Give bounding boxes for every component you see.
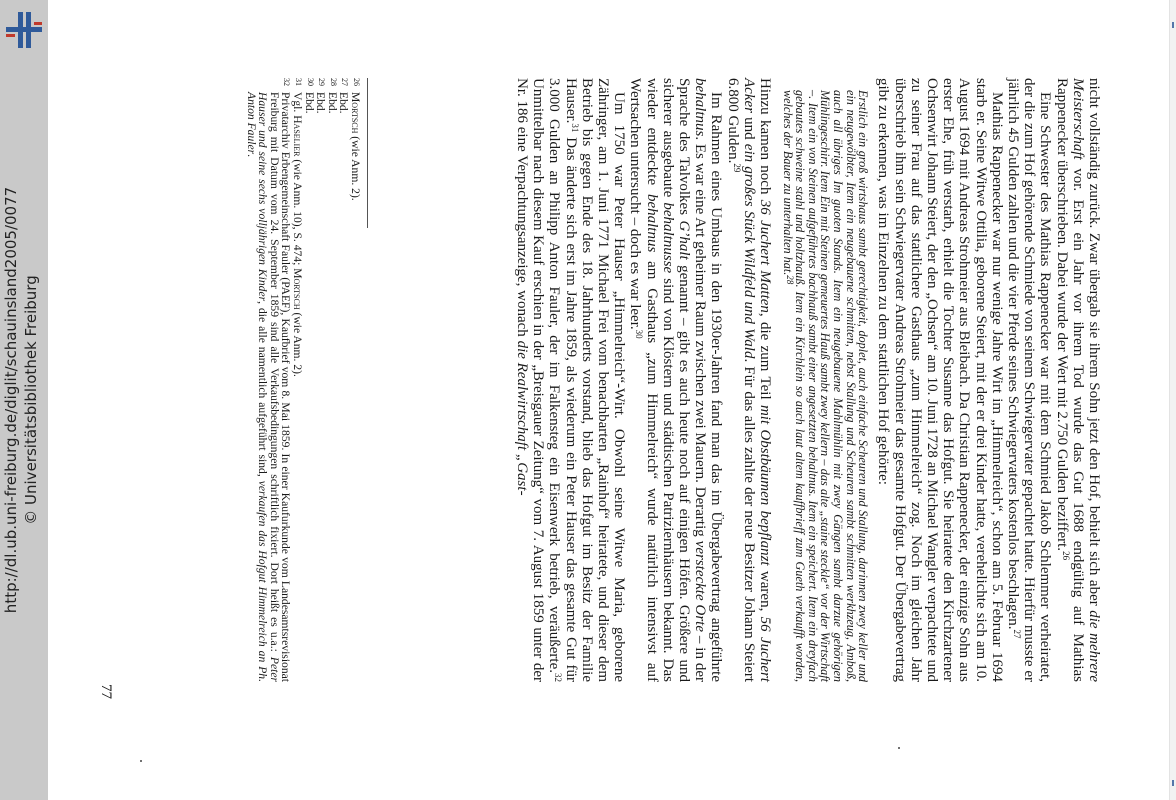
block-quote: Erstlich ein groß wirtshaus sambt gerechtigkeit, doplet, auch einfache Scheuren und Stallung, darinnen zwey keller und ein neugewölbter, Item ein neugebauene schmitten, nebst Stallung und Scheuren sambt schmitten werkhzeug, Amboß, auch all übriges Im guoten Stands. Item ein neugebauene Mahlmühlin mit zwey Gängen sambt darzue gehörigen Mühlingeschirr. Item Ein mit Steinen gemeuertes Hauß sambt zwey kellern – das alte „staine steckle“ vor der Wirtschaft –. Item ein von Steinen aufgeführtes bachhauß sambt einer angesetzten behaltnus. Item ein speichert. Item ein dreyfach gebautes schweine stahl und holtzhauß. Item ein Kirchlein so auch laut altem kauffbrieff zum Gueth verkaufft worden, welches der Bauer zu unterhalten hat.$^{28}$ (780, 90, 871, 682)
footnote-30 (303, 78, 315, 682)
paragraph: Im Rahmen eines Umbaus in den 1930er-Jahren fand man das im Übergabevertrag angeführte behaltnus. Es war eine Art geheimer Raum zwischen zwei Mauern. Derartig versteckte Orte – in der Sprache des Talvolkes G’halt genannt – gibt es auch heute noch auf einigen Höfen. Größere und sicherer ausgebaute behaltnusse sind von Klöstern und städtischen Patriziernhäusern bekannt. Das wieder entdeckte behaltnus am Gasthaus „zum Himmelreich“ wurde natürlich intensivst auf Wertsachen untersucht – doch es war leer.$^{30}$ (627, 78, 725, 683)
footnote-rule (367, 78, 368, 228)
footnote-32 (245, 78, 291, 682)
footnote-number: 28 (328, 78, 338, 86)
footnote-number: 26 (352, 78, 361, 86)
footnote-text: Ebd. (325, 92, 339, 114)
footnote-29 (315, 78, 327, 682)
footnote-number: 27 (340, 78, 350, 86)
footnote-text: Privatarchiv Erbengemeinschaft Fauler (PAEF), Kaufbrief vom 8. Mai 1859. In einer Kaufurkunde vom Landesamtsrevisionat Freiburg mit Datum vom 24. September 1859 sind alle Verkaufsbedingungen schriftlich fixiert. Dort heißt es u.a.: Peter Hauser und seine sechs volljährigen Kinder, die alle namentlich aufgeführt sind, verkaufen das Hofgut Himmelreich an Ph. Anton Fauler. (244, 92, 293, 682)
copyright-notice: © Universitätsbibliothek Freiburg (22, 275, 40, 525)
paragraph: Eine Schwester des Mathias Rappenecker war mit dem Schmied Jakob Schlemmer verheiratet, der die zum Hof gehörende Schmiede von seinem Schwiegervater gepachtet hatte. Hierfür musste er jährlich 45 Gulden zahlen und die vier Pferde seines Schwiegervaters kostenlos beschlagen.$^{27}$ (1004, 78, 1054, 682)
page-number: 77 (98, 684, 114, 699)
footnote-text: Ebd. (302, 92, 316, 114)
footnote-text: Ebd. (337, 92, 351, 114)
footnote-number: 29 (317, 78, 327, 86)
page-body-text (514, 78, 1102, 682)
document-url[interactable]: http://dl.ub.uni-freiburg.de/diglit/schauinsland2005/0077 (2, 186, 20, 614)
footnote-31 (291, 78, 303, 682)
viewer-gutter (0, 0, 48, 800)
footnote-28 (326, 78, 338, 682)
footnote-27 (338, 78, 350, 682)
paragraph: nicht vollständig zurück. Zwar übergab sie ihrem Sohn jetzt den Hof, behielt sich aber die mehrere Meisterschaft vor. Erst ein Jahr vor ihrem Tod wurde das Gut 1688 endgültig auf Mathias Rappenecker überschrieben. Dabei wurde der Wert mit 2.750 Gulden beziffert.$^{26}$ (1053, 78, 1102, 682)
footnote-26 (349, 78, 361, 682)
paragraph: Mathias Rappenecker war nur wenige Jahre Wirt im „Himmelreich“, schon am 5. Februar 1694 starb er. Seine Witwe Ottilia, geborene Steiert, mit der er drei Kinder hatte, verehelichte sich am 10. August 1694 mit Andreas Strohmeier aus Bleibach. Da Christian Rappenecker, der einzige Sohn aus erster Ehe, früh verstarb, erhielt die Tochter Susanne das Hofgut. Sie heiratete den Kirchzartener Ochsenwirt Johann Steiert, der den „Ochsen“ am 10. Juni 1728 an Michael Wangler verpachtete und zu seiner Frau auf das stattlichere Gasthaus „zum Himmelreich“ zog. Noch im gleichen Jahr überschrieb ihm sein Schwiegervater Andreas Strohmeier das gesamte Hofgut. Der Übergabevertrag gibt zu erkennen, was im Einzelnen zu dem stattlichen Hof gehörte: (875, 78, 1005, 682)
footnote-text: Vgl. Haselier (wie Anm. 10), S. 474; Mortsch (wie Anm. 2). (291, 92, 305, 377)
paragraph: Hinzu kamen noch 36 Juchert Matten, die zum Teil mit Obstbäumen bepflanzt waren, 56 Juchert Acker und ein großes Stück Wildfeld und Wald. Für das alles zahlte der neue Besitzer Johann Steiert 6.800 Gulden.$^{29}$ (724, 78, 773, 682)
footnote-text: Mortsch (wie Anm. 2). (349, 92, 362, 201)
footnote-number: 31 (294, 78, 304, 86)
paragraph: Um 1750 war Peter Hauser „Himmelreich“-Wirt. Obwohl seine Witwe Maria, geborene Zähringer, am 1. Juni 1771 Michael Frei vom benachbarten „Rainhof“ heiratete, und dieser dem Betrieb bis gegen Ende des 18. Jahrhunderts vorstand, blieb das Hofgut im Besitz der Familie Hauser.$^{31}$ Das änderte sich erst im Jahre 1859, als wiederum ein Peter Hauser das gesamte Gut für 3.000 Gulden an Philipp Anton Fauler, der im Falkensteg ein Eisenwerk betrieb, veräußerte.$^{32}$ Unmittelbar nach diesem Kauf erschien in der „Breisgauer Zeitung“ vom 7. August 1859 unter der Nr. 186 eine Verpachtungsanzeige, wonach die Realwirtschaft „Gast- (513, 78, 628, 682)
footnotes (245, 78, 361, 682)
scanned-page (48, 0, 1176, 800)
footnote-number: 32 (282, 78, 292, 86)
footnote-text: Ebd. (314, 92, 328, 114)
footnote-number: 30 (305, 78, 315, 86)
document-watermark (1, 0, 47, 800)
